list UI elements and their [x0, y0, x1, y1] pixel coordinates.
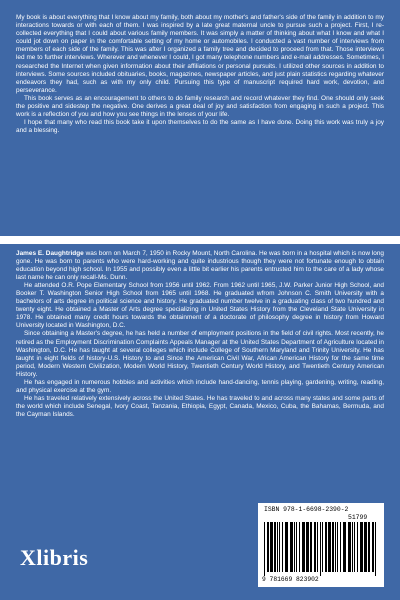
- section-divider: [0, 236, 400, 244]
- intro-text: [16, 14, 384, 135]
- bio-paragraph-2: He attended O.R. Pope Elementary School from 1956 until 1962. From 1962 until 1965, J.W. Parker Junior High School, and Booker T. Washington Senior High School from 1965 until 1968. He graduated wfrom Johnson C. Smith University with a bachelors of arts degree in political science and history. He graduated number twelve in a graduating class of two hundred and twenty eight. He obtained a Master of Arts degree specializing in United States History from the Cleveland State University in 1978. He obtained many credit hours towards the obtainment of a doctorate of philosophy degree in history from Howard University located in Washington, D.C.: [16, 282, 384, 330]
- publisher-logo: Xlibris: [20, 545, 89, 570]
- bio-paragraph-3: Since obtaining a Master's degree, he has held a number of employment positions in the field of civil rights. Most recently, he retired as the Employment Discrimination Complaints Appeals Manager at the United States Department of Agriculture located in Washington, D.C. He has taught at several colleges which include College of Southern Maryland and Trinity University. He has taught in eight fields of history-U.S. History to and Since the American Civil War, African American History for the same time period, Modern Western Civilization, Modern World History, Twentieth Century World History, and Twentieth Century American History.: [16, 330, 384, 378]
- barcode-number: 9 781669 823902: [262, 576, 319, 583]
- bio-paragraph-5: He has traveled relatively extensively across the United States. He has traveled to and across many states and some parts of the world which include Senegal, Ivory Coast, Tanzania, Ethiopia, Egypt, Canada, Mexico, Cuba, the Bahamas, Bermuda, and the Cayman Islands.: [16, 394, 384, 418]
- intro-paragraph-1: My book is about everything that I know about my family, both about my mother's and father's side of the family in addition to my interactions towards or with each of them. I was inspired by a late great maternal uncle to pursue such a project. First, I re-collected everything that I could about various family members. It was simply a matter of thinking about what I know and what I could jot down on paper in the comfortable setting of my home or automobiles. I conducted a vast number of interviews from members of each side of the family. This was after I organized a family tree and decided to proceed from that. Those interviews led me to further interviews. Wherever and whenever I could, I got many telephone numbers and e-mail addresses. Sometimes, I researched the Internet when given information about their affiliations or personal pursuits. I utilized other sources in addition to interviews. Some sources included obituaries, books, magazines, newspaper articles, and just plain statistics regarding whatever endeavors they had, such as with my only child. Pursuing this type of manuscript required hard work, devotion, and perseverance.: [16, 14, 384, 94]
- isbn-barcode: [258, 503, 384, 587]
- isbn-label: ISBN 978-1-6698-2390-2: [264, 506, 349, 513]
- intro-paragraph-3: I hope that many who read this book take it upon themselves to do the same as I have done. Doing this work was truly a joy and a blessing.: [16, 119, 384, 135]
- price-code: 51799: [348, 514, 368, 521]
- bio-paragraph-1: [16, 250, 384, 282]
- author-bio: [16, 250, 384, 419]
- author-name: James E. Daughtridge: [16, 250, 84, 257]
- intro-paragraph-2: This book serves as an encouragement to others to do family research and record whatever they find. One should only seek the positive and sidestep the negative. One derives a great deal of joy and satisfaction from engaging in such a project. This work is a reflection of you and how you see things in the lenses of your life.: [16, 94, 384, 119]
- barcode-bars: [264, 522, 378, 576]
- bio-paragraph-1-text: was born on March 7, 1950 in Rocky Mount, North Carolina. He was born in a hospital which is now long gone. He was born to parents who were hard-working and quite industrious though they were not fortunate enough to obtain education beyond high school. In 1955 and possibly even a little bit earlier his parents entrusted him to the care of a lady whose last name he can only recall-Ms. Dunn.: [16, 250, 384, 282]
- bio-paragraph-4: He has engaged in numerous hobbies and activities which include hand-dancing, tennis playing, gardening, writing, reading, and physical exercise at the gym.: [16, 378, 384, 394]
